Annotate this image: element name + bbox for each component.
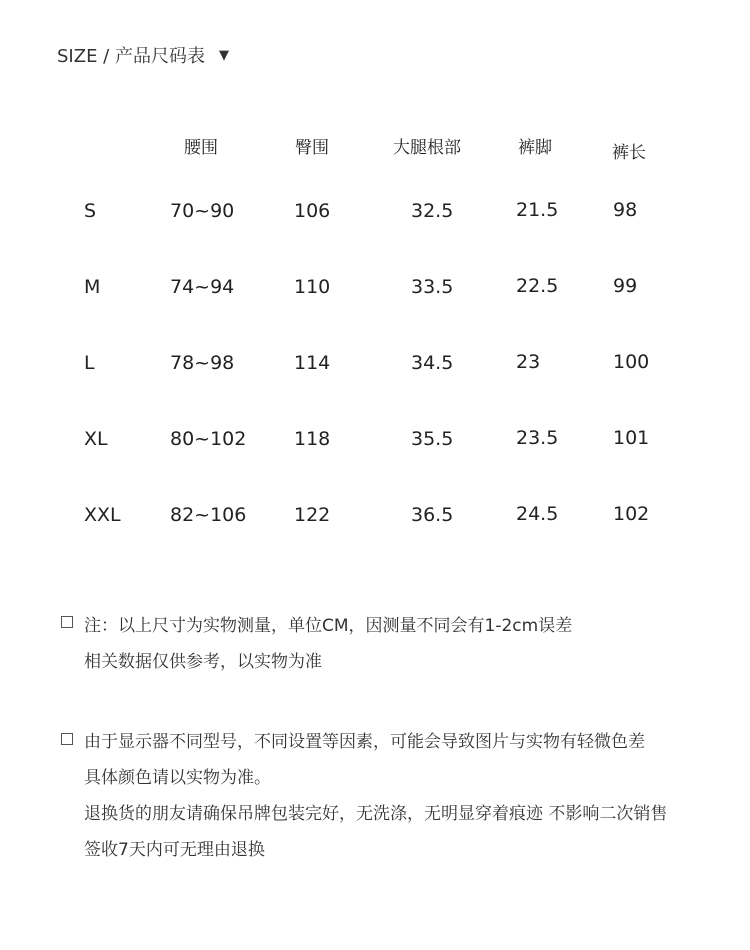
table-cell: 70~90 — [170, 200, 235, 222]
table-cell: 35.5 — [411, 428, 454, 450]
note-text: 相关数据仅供参考，以实物为准 — [84, 652, 322, 672]
note-text: 签收7天内可无理由退换 — [84, 840, 265, 860]
size-label: XXL — [84, 504, 121, 526]
column-header-hip: 臀围 — [295, 138, 329, 158]
table-cell: 23.5 — [516, 427, 559, 449]
table-cell: 24.5 — [516, 503, 559, 525]
table-cell: 99 — [613, 275, 638, 297]
size-label: L — [84, 352, 95, 374]
table-cell: 80~102 — [170, 428, 247, 450]
table-cell: 114 — [294, 352, 331, 374]
note-text: 具体颜色请以实物为准。 — [84, 768, 271, 788]
table-cell: 101 — [613, 427, 650, 449]
table-cell: 122 — [294, 504, 331, 526]
size-label: XL — [84, 428, 108, 450]
table-cell: 110 — [294, 276, 331, 298]
table-cell: 118 — [294, 428, 331, 450]
caret-down-icon: ▼ — [218, 47, 229, 63]
table-cell: 74~94 — [170, 276, 235, 298]
table-cell: 102 — [613, 503, 650, 525]
table-cell: 23 — [516, 351, 541, 373]
note-text: 注：以上尺寸为实物测量，单位CM，因测量不同会有1-2cm误差 — [84, 616, 573, 636]
table-cell: 32.5 — [411, 200, 454, 222]
checkbox-icon — [61, 616, 73, 628]
table-cell: 100 — [613, 351, 650, 373]
size-label: M — [84, 276, 101, 298]
column-header-hem: 裤脚 — [518, 138, 552, 158]
page-title — [57, 42, 229, 68]
table-cell: 78~98 — [170, 352, 235, 374]
table-cell: 33.5 — [411, 276, 454, 298]
column-header-thigh: 大腿根部 — [393, 138, 461, 158]
note-text: 退换货的朋友请确保吊牌包装完好，无洗涤，无明显穿着痕迹 不影响二次销售 — [84, 804, 668, 824]
table-cell: 98 — [613, 199, 638, 221]
checkbox-icon — [61, 733, 73, 745]
table-cell: 36.5 — [411, 504, 454, 526]
note-text: 由于显示器不同型号，不同设置等因素，可能会导致图片与实物有轻微色差 — [84, 732, 645, 752]
table-cell: 82~106 — [170, 504, 247, 526]
column-header-length: 裤长 — [612, 143, 646, 163]
table-cell: 34.5 — [411, 352, 454, 374]
table-cell: 22.5 — [516, 275, 559, 297]
table-cell: 21.5 — [516, 199, 559, 221]
column-header-waist: 腰围 — [184, 138, 218, 158]
size-label: S — [84, 200, 97, 222]
page-title-text: SIZE / 产品尺码表 — [57, 46, 205, 67]
table-cell: 106 — [294, 200, 331, 222]
